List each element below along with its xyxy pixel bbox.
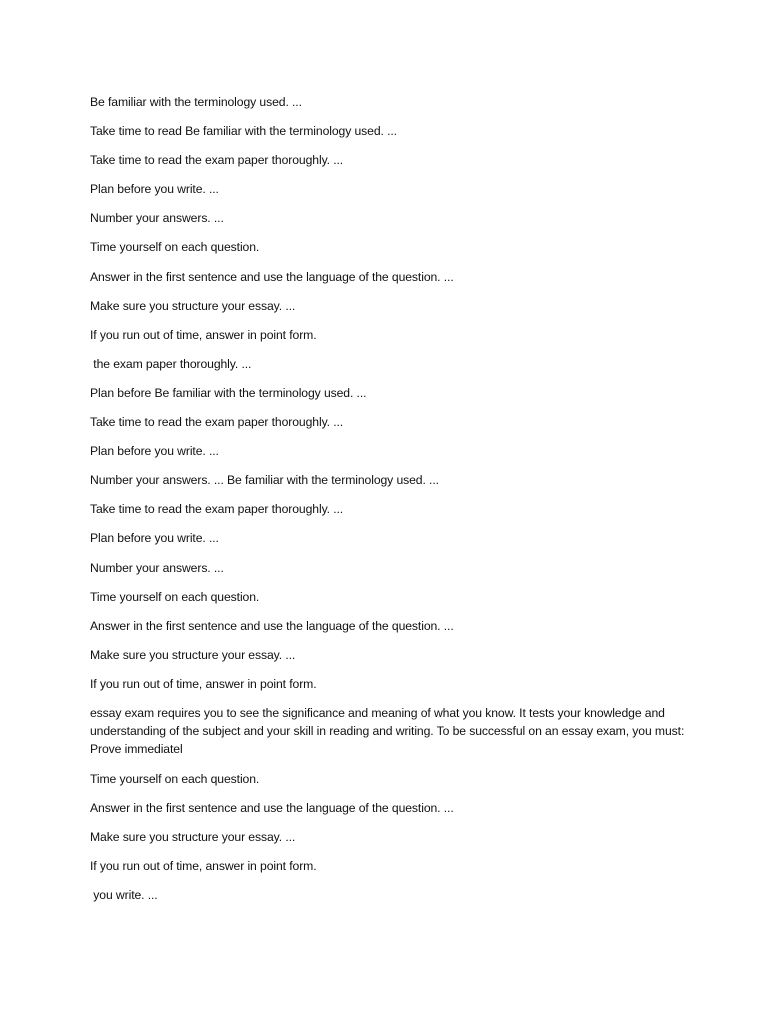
text-line: If you run out of time, answer in point form. [90,676,317,691]
text-line: Take time to read the exam paper thoroughly. ... [90,415,344,430]
essay-paragraph: essay exam requires you to see the significance and meaning of what you know. It tests your knowledge and understanding of the subject and your skill in reading and writing. To be successful on an essay exam, you must: Prove immediatel [90,706,685,756]
text-line: Take time to read the exam paper thoroughly. ... [90,153,344,168]
text-line: Make sure you structure your essay. ... [90,647,296,662]
text-line: If you run out of time, answer in point form. [90,859,317,874]
text-line: Number your answers. ... Be familiar with the terminology used. ... [90,473,439,488]
text-line: Plan before Be familiar with the terminology used. ... [90,385,367,400]
text-line: If you run out of time, answer in point form. [90,327,317,342]
text-line: Plan before you write. ... [90,531,219,546]
text-line: Be familiar with the terminology used. ... [90,95,302,109]
text-line: Time yourself on each question. [90,589,260,604]
text-line: Answer in the first sentence and use the language of the question. ... [90,801,454,816]
text-line: Time yourself on each question. [90,240,260,255]
text-line: Number your answers. ... [90,211,224,226]
text-line: Time yourself on each question. [90,772,260,786]
text-line: the exam paper thoroughly. ... [90,356,252,371]
text-block-top [90,93,690,704]
text-line: Take time to read the exam paper thoroughly. ... [90,502,344,517]
text-line: you write. ... [90,888,158,903]
text-line: Take time to read Be familiar with the terminology used. ... [90,124,397,139]
text-line: Plan before you write. ... [90,182,219,197]
text-block-bottom [90,770,690,915]
text-line: Answer in the first sentence and use the language of the question. ... [90,269,454,284]
text-line: Number your answers. ... [90,560,224,575]
text-line: Plan before you write. ... [90,444,219,459]
text-line: Make sure you structure your essay. ... [90,298,296,313]
text-line: Answer in the first sentence and use the language of the question. ... [90,618,454,633]
text-line: Make sure you structure your essay. ... [90,830,296,845]
